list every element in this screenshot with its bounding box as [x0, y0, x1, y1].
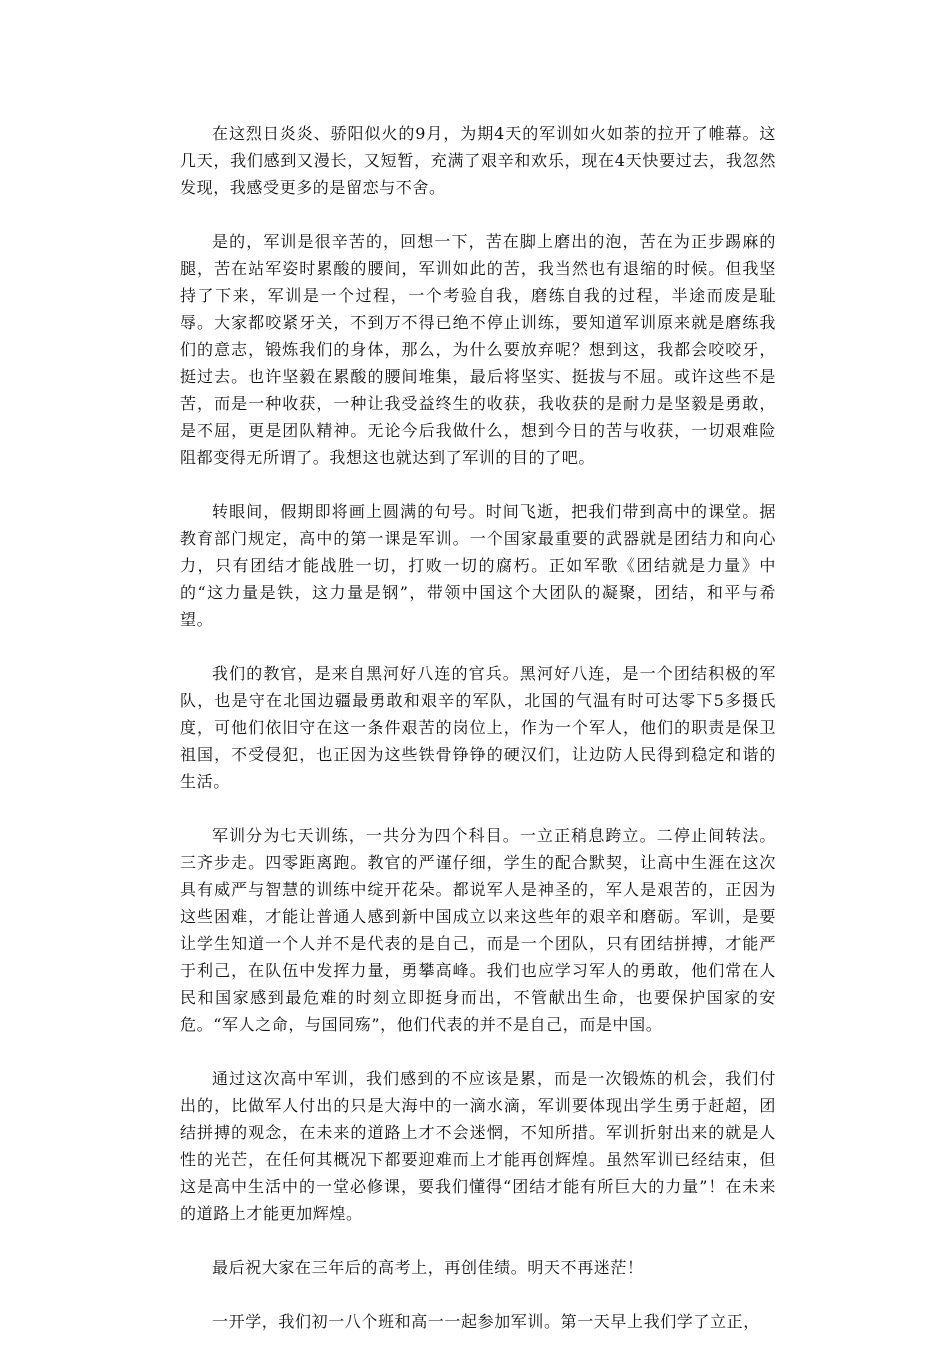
- paragraph-2: 是的，军训是很辛苦的，回想一下，苦在脚上磨出的泡，苦在为正步踢麻的腿，苦在站军姿时累酸的腰间，军训如此的苦，我当然也有退缩的时候。但我坚持了下来，军训是一个过程，一个考验自我，磨练自我的过程，半途而废是耻辱。大家都咬紧牙关，不到万不得已绝不停止训练，要知道军训原来就是磨练我们的意志，锻炼我们的身体，那么，为什么要放弃呢？想到这，我都会咬咬牙，挺过去。也许坚毅在累酸的腰间堆集，最后将坚实、挺拔与不屈。或许这些不是苦，而是一种收获，一种让我受益终生的收获，我收获的是耐力是坚毅是勇敢，是不屈，更是团队精神。无论今后我做什么，想到今日的苦与收获，一切艰难险阻都变得无所谓了。我想这也就达到了军训的目的了吧。: [180, 232, 776, 467]
- paragraph-5: 军训分为七天训练，一共分为四个科目。一立正稍息跨立。二停止间转法。三齐步走。四零距离跑。教官的严谨仔细，学生的配合默契，让高中生涯在这次具有威严与智慧的训练中绽开花朵。都说军人是神圣的，军人是艰苦的，正因为这些困难，才能让普通人感到新中国成立以来这些年的艰辛和磨砺。军训，是要让学生知道一个人并不是代表的是自己，而是一个团队，只有团结拼搏，才能严于利己，在队伍中发挥力量，勇攀高峰。我们也应学习军人的勇敢，他们常在人民和国家感到最危难的时刻立即挺身而出，不管献出生命，也要保护国家的安危。“军人之命，与国同殇”，他们代表的并不是自己，而是中国。: [180, 826, 776, 1034]
- paragraph-4: 我们的教官，是来自黑河好八连的官兵。黑河好八连，是一个团结积极的军队，也是守在北国边疆最勇敢和艰辛的军队，北国的气温有时可达零下5多摄氏度，可他们依旧守在这一条件艰苦的岗位上，作为一个军人，他们的职责是保卫祖国，不受侵犯，也正因为这些铁骨铮铮的硬汉们，让边防人民得到稳定和谐的生活。: [180, 664, 776, 791]
- document-body: [180, 120, 776, 1362]
- paragraph-7: 最后祝大家在三年后的高考上，再创佳绩。明天不再迷茫！: [212, 1258, 644, 1277]
- paragraph-3: 转眼间，假期即将画上圆满的句号。时间飞逝，把我们带到高中的课堂。据教育部门规定，高中的第一课是军训。一个国家最重要的武器就是团结力和向心力，只有团结才能战胜一切，打败一切的腐朽。正如军歌《团结就是力量》中的“这力量是铁，这力量是钢”，带领中国这个大团队的凝聚，团结，和平与希望。: [180, 502, 776, 629]
- paragraph-6: 通过这次高中军训，我们感到的不应该是累，而是一次锻炼的机会，我们付出的，比做军人付出的只是大海中的一滴水滴，军训要体现出学生勇于赶超，团结拼搏的观念，在未来的道路上才不会迷惘，不知所措。军训折射出来的就是人性的光芒，在任何其概况下都要迎难而上才能再创辉煌。虽然军训已经结束，但这是高中生活中的一堂必修课，要我们懂得“团结才能有所巨大的力量”！在未来的道路上才能更加辉煌。: [180, 1069, 776, 1223]
- paragraph-8: 一开学，我们初一八个班和高一一起参加军训。第一天早上我们学了立正，: [212, 1312, 760, 1331]
- paragraph-1: 在这烈日炎炎、骄阳似火的9月，为期4天的军训如火如荼的拉开了帷幕。这几天，我们感到又漫长，又短暂，充满了艰辛和欢乐，现在4天快要过去，我忽然发现，我感受更多的是留恋与不舍。: [180, 124, 776, 197]
